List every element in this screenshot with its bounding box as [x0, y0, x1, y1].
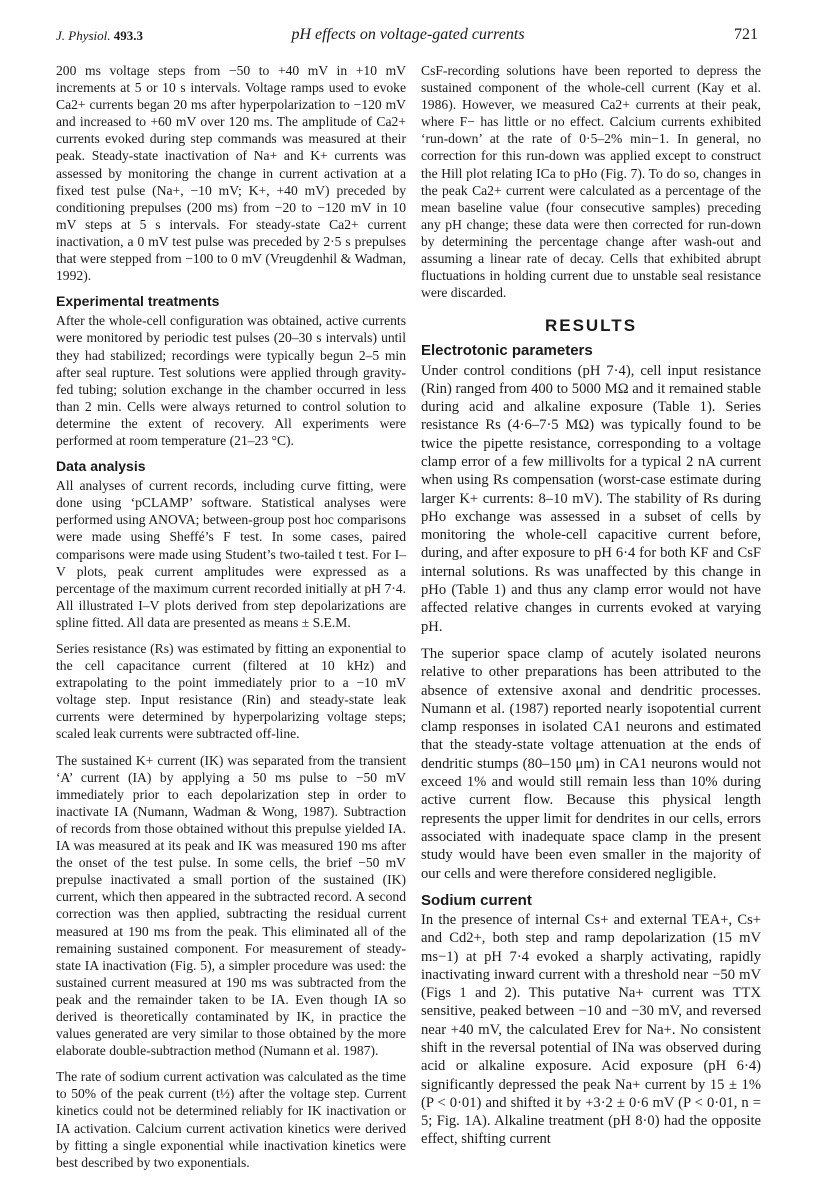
- paragraph-input-resistance: Under control conditions (pH 7·4), cell input resistance (Rin) ranged from 400 to 5000 MΩ and it remained stable during acid and alkaline exposure (Table 1). Series resistance Rs (4·6–7·5 MΩ) was typically found to be twice the pipette resistance, corresponding to a voltage clamp error of a few millivolts for a typical 2 nA current when using Rs compensation (worst-case estimate during larger K+ currents: 8–10 mV). The stability of Rs during pHo exchange was assessed in a subset of cells by monitoring the whole-cell capacitive current before, during, and after exposure to pH 6·4 for both KF and CsF internal solutions. Rs was unaffected by this change in pHo (Table 1) and thus any clamp error would not have affected relative changes in currents evoked at varying pH.: [421, 362, 761, 635]
- paragraph-sustained-k-current: The sustained K+ current (IK) was separated from the transient ‘A’ current (IA) by applying a 50 ms pulse to −50 mV immediately prior to each depolarization step in order to inactivate IA (Numann, Wadman & Wong, 1987). Subtraction of records from those obtained without this prepulse yielded IA. IA was measured at its peak and IK was measured 190 ms after the onset of the test pulse. In some cells, the brief −50 mV prepulse inactivated a small portion of the sustained (IK) current, which then appeared in the subtracted record. A second correction was then applied, subtracting the residual current measured at 190 ms from the peak. This eliminated all of the remaining sustained component. For measurement of steady-state IA inactivation (Fig. 5), a simpler procedure was used: the sustained current measured at 190 ms was subtracted from the peak and the remainder taken to be IA. Even though IA so derived is theoretically contaminated by IK, in practice the values generated are very similar to those obtained by the more elaborate double-subtraction method (Numann et al. 1987).: [56, 752, 406, 1059]
- paragraph-experimental-treatments: After the whole-cell configuration was obtained, active currents were monitored by periodic test pulses (20–30 s intervals) until they had stabilized; recordings were typically begun 2–5 min after seal rupture. Test solutions were applied through gravity-fed tubing; solution exchange in the chamber occurred in less than 2 min. Cells were always returned to control solution to determine the extent of recovery. All experiments were performed at room temperature (21–23 °C).: [56, 313, 406, 448]
- paragraph-activation-kinetics: The rate of sodium current activation was calculated as the time to 50% of the peak current (t½) after the voltage step. Current kinetics could not be determined reliably for IK inactivation or IA activation. Calcium current activation kinetics were derived by fitting a single exponential while inactivation kinetics were best described by two exponentials.: [56, 1069, 406, 1170]
- right-column: [421, 62, 761, 1158]
- paragraph-space-clamp: The superior space clamp of acutely isolated neurons relative to other preparations has been attributed to the absence of extensive axonal and dendritic processes. Numann et al. (1987) reported nearly isopotential current clamp responses in isolated CA1 neurons and estimated that the steady-state voltage attenuation at the ends of dendritic stumps (80–150 μm) in CA1 neurons would not exceed 1% and would still remain less than 10% during active current flow. Because this physical length represents the upper limit for dendrites in our cells, errors associated with inadequate space clamp in the present study would have been even smaller in the majority of our cells and were therefore considered negligible.: [421, 645, 761, 882]
- running-title: pH effects on voltage-gated currents: [291, 26, 525, 43]
- left-column: [56, 62, 406, 1180]
- page-header: [0, 0, 816, 60]
- heading-sodium-current: Sodium current: [421, 891, 532, 909]
- paragraph-sodium-current: In the presence of internal Cs+ and external TEA+, Cs+ and Cd2+, both step and ramp depolarization (15 mV ms−1) at pH 7·4 evoked a sharply activating, rapidly inactivating inward current with a threshold near −50 mV (Figs 1 and 2). This putative Na+ current was TTX sensitive, peaked between −10 and −30 mV, and reversed near +40 mV, the calculated Erev for Na+. No consistent shift in the reversal potential of INa was observed during acid or alkaline exposure. Acid exposure (pH 6·4) significantly depressed the peak Na+ current by 15 ± 1% (P < 0·01) and shifted it by +3·2 ± 0·6 mV (P < 0·01, n = 5; Fig. 1A). Alkaline treatment (pH 8·0) had the opposite effect, shifting current: [421, 911, 761, 1148]
- heading-electrotonic-parameters: Electrotonic parameters: [421, 342, 593, 360]
- page-number: 721: [734, 26, 758, 43]
- heading-data-analysis: Data analysis: [56, 458, 146, 475]
- journal-name: J. Physiol.: [56, 28, 111, 43]
- heading-results: RESULTS: [544, 316, 638, 336]
- paragraph-voltage-protocol: 200 ms voltage steps from −50 to +40 mV in +10 mV increments at 5 or 10 s intervals. Voltage ramps used to evoke Ca2+ currents began 20 ms after hyperpolarization to −120 mV and increased to +60 mV over 120 ms. The amplitude of Ca2+ currents evoked during step commands was measured at their peak. Steady-state inactivation of Na+ and K+ currents was assessed by monitoring the change in current activation at a fixed test pulse (Na+, −10 mV; K+, +40 mV) preceded by conditioning prepulses (200 ms) from −20 to −120 mV in 10 mV steps at 5 s intervals. For steady-state Ca2+ current inactivation, a 0 mV test pulse was preceded by 2·5 s prepulses that were stepped from −100 to 0 mV (Vreugdenhil & Wadman, 1992).: [56, 63, 406, 284]
- paragraph-series-resistance: Series resistance (Rs) was estimated by fitting an exponential to the cell capacitance current (filtered at 10 kHz) and extrapolating to the point immediately prior to a −10 mV voltage step. Input resistance (Rin) and steady-state leak currents were determined by hyperpolarizing voltage steps; scaled leak currents were subtracted off-line.: [56, 641, 406, 742]
- heading-experimental-treatments: Experimental treatments: [56, 293, 220, 310]
- paragraph-data-analysis: All analyses of current records, including curve fitting, were done using ‘pCLAMP’ software. Statistical analyses were performed using ANOVA; between-group post hoc comparisons were made using Sheffé’s F test. In some cases, paired comparisons were made using Student’s two-tailed t test. For I–V plots, peak current amplitudes were expressed as a percentage of the maximum current recorded initially at pH 7·4. All illustrated I–V plots derived from step depolarizations are spline fitted. All data are presented as means ± S.E.M.: [56, 478, 406, 630]
- journal-volume: 493.3: [113, 28, 144, 43]
- paragraph-csf-solutions: CsF-recording solutions have been reported to depress the sustained component of the whole-cell current (Kay et al. 1986). However, we measured Ca2+ currents at their peak, where F− has little or no effect. Calcium currents exhibited ‘run-down’ at the rate of 0·5–2% min−1. In general, no correction for this run-down was applied except to construct the Hill plot relating ICa to pHo (Fig. 7). To do so, changes in the peak Ca2+ current were calculated as a percentage of the mean baseline value (four consecutive samples) preceding any pH change; these data were then corrected for run-down by determining the percentage change after wash-out and assuming a linear rate of decay. Cells that exhibited abrupt fluctuations in holding current due to unstable seal resistance were discarded.: [421, 63, 761, 301]
